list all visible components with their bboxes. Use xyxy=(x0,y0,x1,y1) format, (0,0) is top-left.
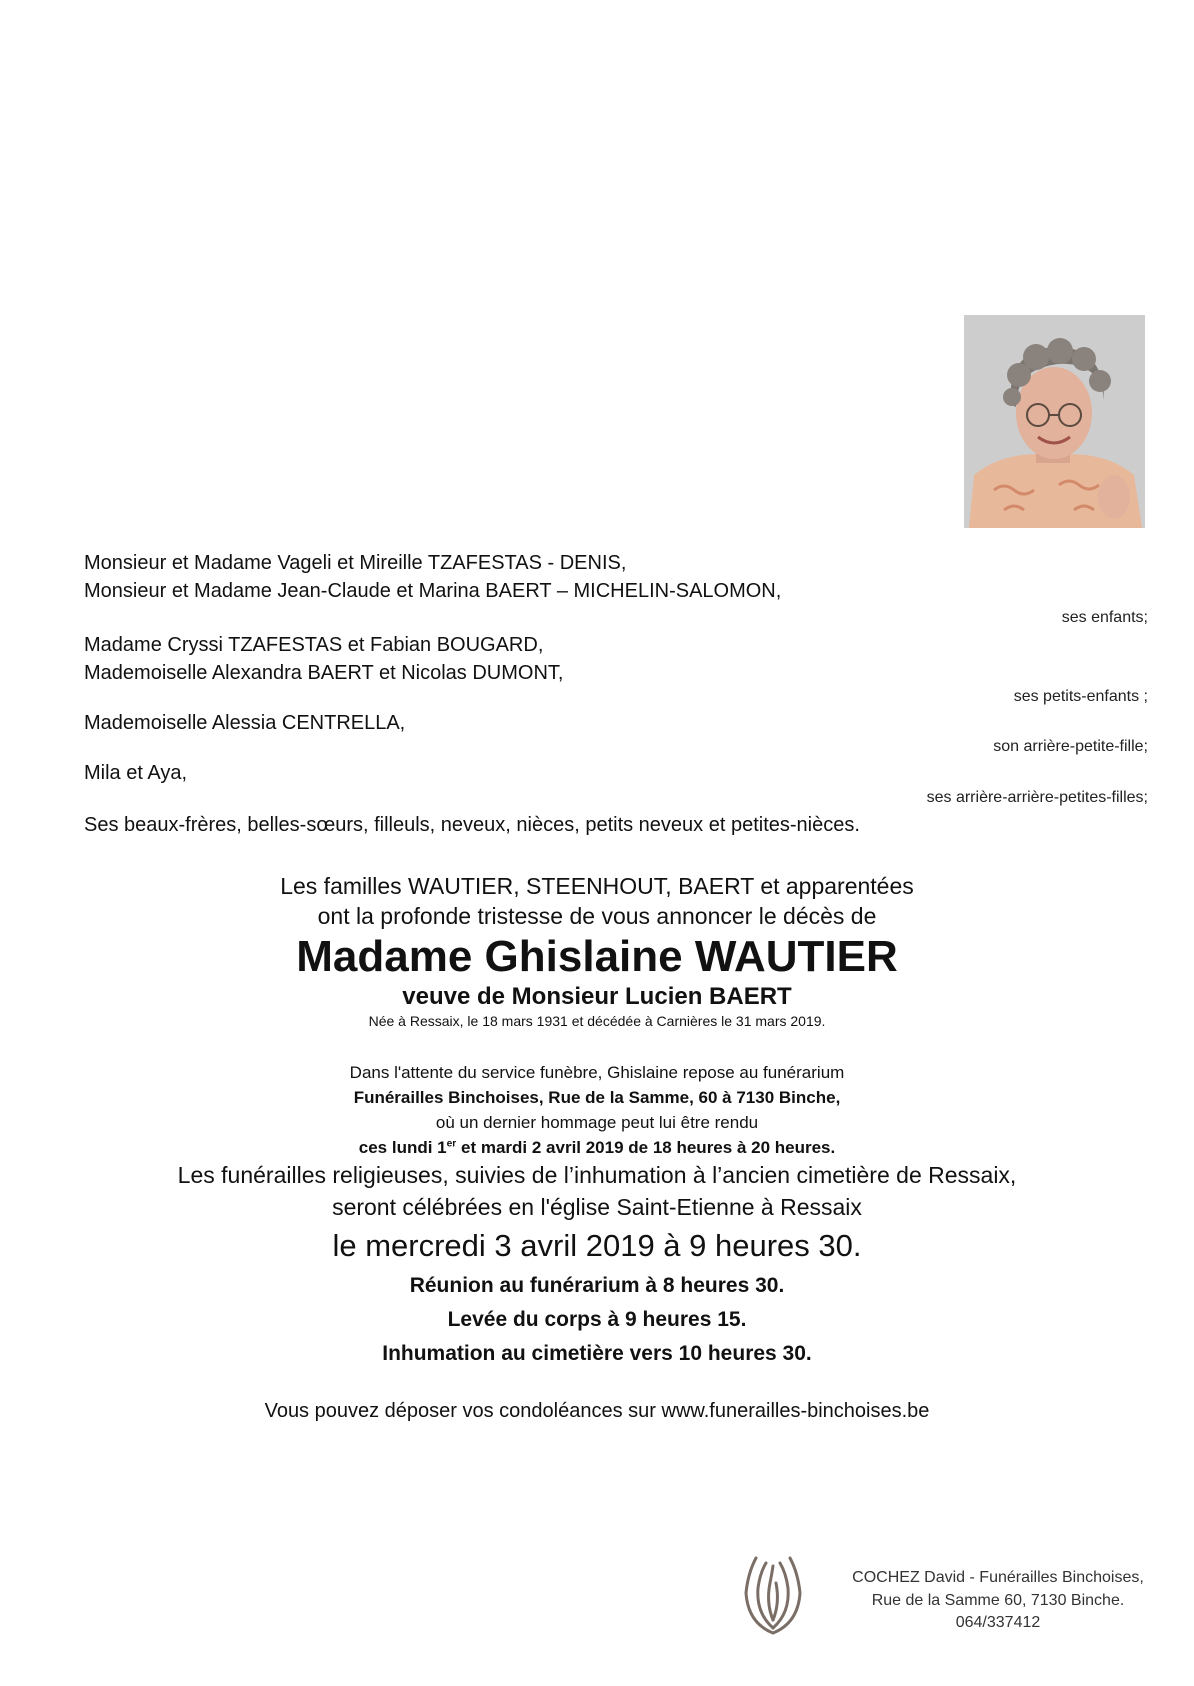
announcement-line-1: Les familles WAUTIER, STEENHOUT, BAERT et apparentées xyxy=(280,873,914,899)
service-line-4 xyxy=(0,1138,1194,1158)
service-burial: Inhumation au cimetière vers 10 heures 30. xyxy=(382,1342,812,1365)
service-line-4-pre: ces lundi 1 xyxy=(358,1138,447,1157)
funeral-home-logo-icon xyxy=(738,1548,808,1638)
role-great-great: ses arrière-arrière-petites-filles; xyxy=(926,789,1148,806)
footer-line-1: COCHEZ David - Funérailles Binchoises, xyxy=(852,1569,1144,1586)
family-great-grandchild: Mademoiselle Alessia CENTRELLA, xyxy=(84,712,406,734)
service-line-5: Les funérailles religieuses, suivies de l’inhumation à l’ancien cimetière de Ressaix, xyxy=(177,1162,1017,1188)
footer-phone: 064/337412 xyxy=(955,1614,1041,1631)
service-date: le mercredi 3 avril 2019 à 9 heures 30. xyxy=(332,1228,862,1263)
family-grandchildren-1: Madame Cryssi TZAFESTAS et Fabian BOUGARD, xyxy=(84,634,544,656)
service-gathering: Réunion au funérarium à 8 heures 30. xyxy=(409,1274,785,1297)
footer-line-2: Rue de la Samme 60, 7130 Binche. xyxy=(871,1592,1125,1609)
service-line-3: où un dernier hommage peut lui être rendu xyxy=(435,1113,759,1132)
portrait-photo xyxy=(964,315,1145,528)
role-grandchildren: ses petits-enfants ; xyxy=(1013,688,1148,705)
family-great-great: Mila et Aya, xyxy=(84,762,188,784)
service-lifting: Levée du corps à 9 heures 15. xyxy=(447,1308,747,1331)
birth-death-dates: Née à Ressaix, le 18 mars 1931 et décédée à Carnières le 31 mars 2019. xyxy=(368,1013,826,1029)
family-children-2: Monsieur et Madame Jean-Claude et Marina BAERT – MICHELIN-SALOMON, xyxy=(84,580,782,602)
service-line-6: seront célébrées en l'église Saint-Etienne à Ressaix xyxy=(332,1194,862,1220)
family-grandchildren-2: Mademoiselle Alexandra BAERT et Nicolas DUMONT, xyxy=(84,662,564,684)
service-line-4-sup: er xyxy=(446,1138,457,1150)
family-relatives: Ses beaux-frères, belles-sœurs, filleuls, neveux, nièces, petits neveux et petites-nièces. xyxy=(84,814,860,836)
service-line-4-post: et mardi 2 avril 2019 de 18 heures à 20 heures. xyxy=(456,1138,836,1157)
role-children: ses enfants; xyxy=(1061,609,1148,626)
service-line-1: Dans l'attente du service funèbre, Ghislaine repose au funérarium xyxy=(349,1063,845,1082)
service-line-2: Funérailles Binchoises, Rue de la Samme, 60 à 7130 Binche, xyxy=(353,1088,841,1107)
widow-line: veuve de Monsieur Lucien BAERT xyxy=(402,983,792,1010)
condolences-line: Vous pouvez déposer vos condoléances sur www.funerailles-binchoises.be xyxy=(264,1400,930,1422)
announcement-line-2: ont la profonde tristesse de vous annoncer le décès de xyxy=(317,903,877,929)
deceased-name: Madame Ghislaine WAUTIER xyxy=(296,932,898,981)
role-great-grandchild: son arrière-petite-fille; xyxy=(993,738,1148,755)
family-children-1: Monsieur et Madame Vageli et Mireille TZAFESTAS - DENIS, xyxy=(84,552,627,574)
